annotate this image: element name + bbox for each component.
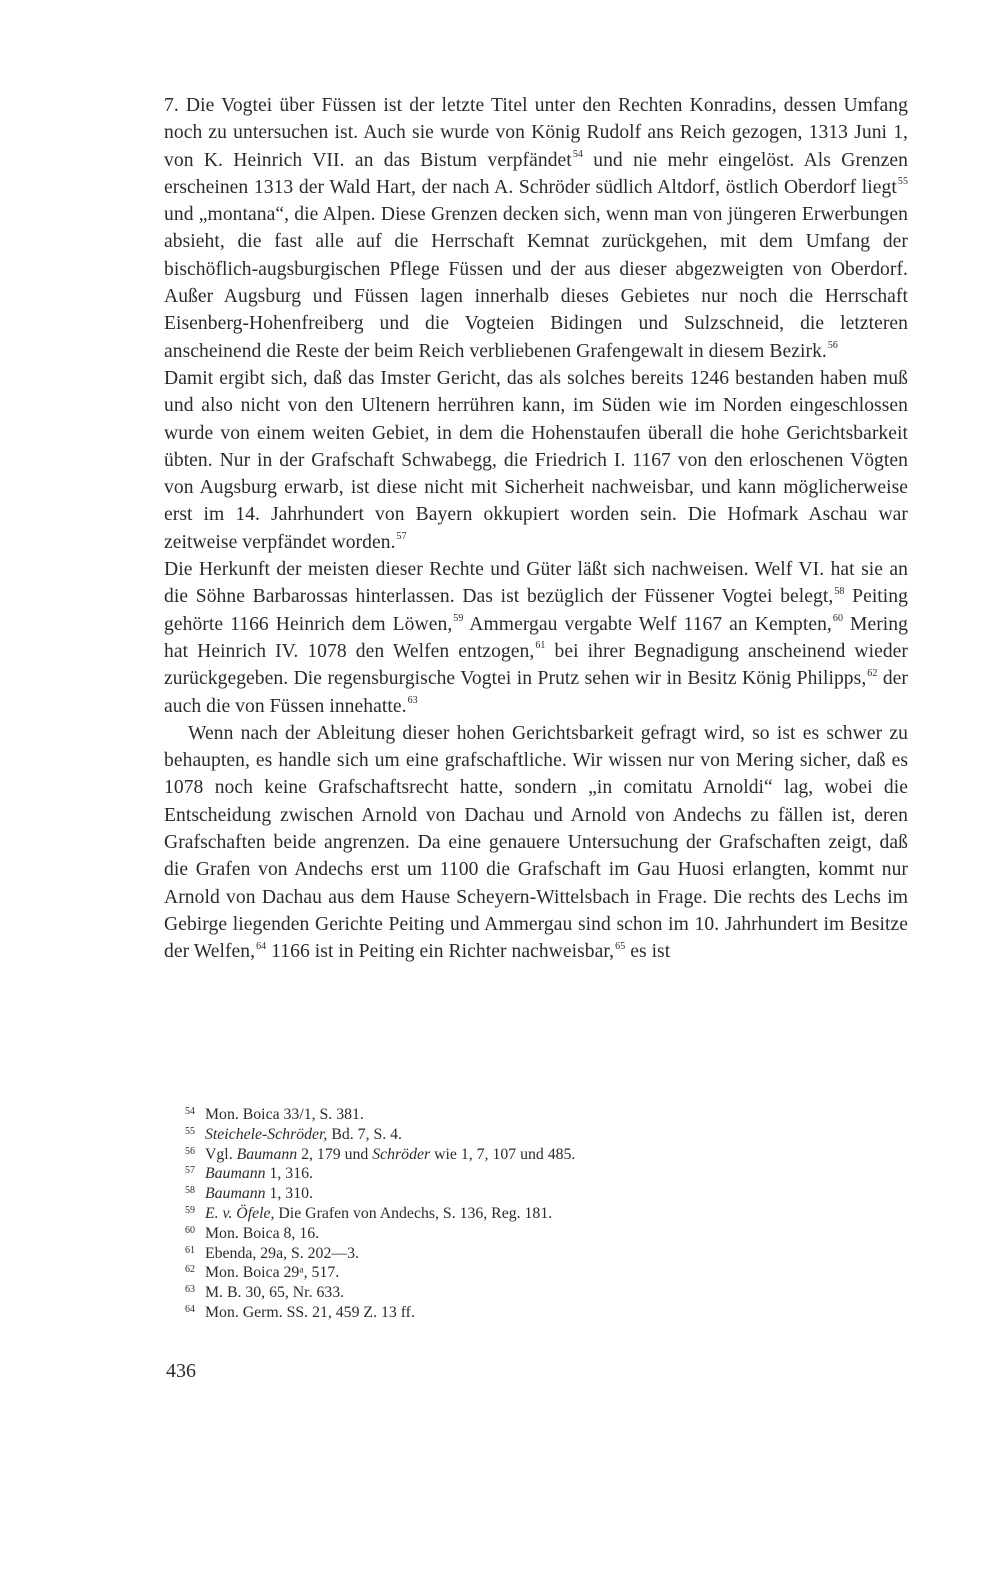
text-span: Mering hat Heinrich IV. 1078 den Welfen entzogen, xyxy=(164,613,908,662)
footnote-number: 64 xyxy=(185,1303,195,1315)
footnote-ref[interactable]: 57 xyxy=(396,531,407,543)
text-span: bei ihrer Begnadigung anscheinend wieder zurückgegeben. Die regensburgische Vogtei in Prutz sehen wir in Besitz König Philipps, xyxy=(164,640,908,690)
footnote-citation: Vgl. xyxy=(205,1145,237,1163)
text-span: Damit ergibt sich, daß das Imster Gericht, das als solches bereits 1246 bestanden haben muß und also nicht von den Ultenern herrühren kann, im Süden wie im Norden eingeschlossen wurde von einem weiten Gebiet, in dem die Hohenstaufen überall die hohe Gerichtsbarkeit übten. Nur in der Grafschaft Schwabegg, die Friedrich I. 1167 von den erloschenen Vögten von Augsburg erwarb, ist diese nicht mit Sicherheit nachweisbar, und kann möglicherweise erst im 14. Jahrhundert von Bayern okkupiert worden sein. Die Hofmark Aschau war zeitweise verpfändet worden. xyxy=(164,367,908,553)
page-content xyxy=(164,92,908,966)
footnote-ref[interactable]: 64 xyxy=(256,940,267,952)
footnote-ref[interactable]: 63 xyxy=(407,695,418,706)
footnote-ref[interactable]: 56 xyxy=(827,340,838,352)
footnote-citation: 1, 316. xyxy=(265,1165,313,1183)
footnote-number: 60 xyxy=(185,1224,195,1236)
footnote-number: 58 xyxy=(185,1185,195,1197)
footnote xyxy=(185,1204,885,1224)
paragraph xyxy=(164,92,908,365)
footnote-ref[interactable]: 59 xyxy=(453,613,464,625)
footnote-citation: Ebenda, 29a, S. 202—3. xyxy=(205,1244,359,1262)
footnote-number: 61 xyxy=(185,1244,195,1256)
footnote-number: 57 xyxy=(185,1165,195,1177)
footnote-citation: Mon. Boica 33/1, S. 381. xyxy=(205,1106,364,1123)
footnote-ref[interactable]: 58 xyxy=(834,585,845,597)
footnote xyxy=(185,1145,885,1165)
footnote-number: 63 xyxy=(185,1284,195,1296)
footnote-ref[interactable]: 65 xyxy=(615,940,626,952)
footnote xyxy=(185,1184,885,1204)
page-number: 436 xyxy=(166,1360,196,1382)
footnote-citation: 1, 310. xyxy=(265,1185,313,1203)
footnote xyxy=(185,1303,885,1323)
footnote-number: 54 xyxy=(185,1106,195,1117)
footnote-text xyxy=(205,1224,319,1244)
main-text xyxy=(164,92,908,966)
footnote-text xyxy=(205,1263,339,1283)
paragraph xyxy=(164,720,908,966)
footnote-ref[interactable]: 60 xyxy=(832,613,843,625)
text-span: 7. Die Vogtei über Füssen ist der letzte Titel unter den Rechten Konradins, dessen Umfang noch zu untersuchen ist. Auch sie wurde von König Rudolf ans Reich gezogen, 1313 Juni 1, von K. Heinrich VII. an das Bistum verpfändet xyxy=(164,95,908,171)
footnote-citation: Bd. 7, S. 4. xyxy=(327,1125,403,1143)
paragraph xyxy=(164,556,908,720)
footnote-text xyxy=(205,1244,359,1264)
footnote-text xyxy=(205,1105,364,1125)
footnote-author: Schröder xyxy=(372,1145,431,1163)
footnote xyxy=(185,1263,885,1283)
footnote-citation: Mon. Boica 29ᵃ, 517. xyxy=(205,1264,340,1282)
footnote xyxy=(185,1164,885,1184)
footnote-citation: Mon. Germ. SS. 21, 459 Z. 13 ff. xyxy=(205,1303,415,1321)
text-span: Die Herkunft der meisten dieser Rechte und Güter läßt sich nachweisen. Welf VI. hat sie an die Söhne Barbarossas hinterlassen. Das ist bezüglich der Füssener Vogtei belegt, xyxy=(164,559,908,608)
footnote-text xyxy=(205,1125,402,1145)
footnote-citation: Mon. Boica 8, 16. xyxy=(205,1224,320,1242)
footnote-ref[interactable]: 55 xyxy=(897,176,908,188)
footnote-text xyxy=(205,1164,313,1184)
footnote-number: 56 xyxy=(185,1145,195,1157)
footnote-number: 62 xyxy=(185,1264,195,1276)
text-span: es ist xyxy=(625,941,671,963)
footnote-author: Baumann xyxy=(205,1185,266,1203)
footnote-text xyxy=(205,1204,552,1224)
footnote-citation: Die Grafen von Andechs, S. 136, Reg. 181. xyxy=(274,1204,553,1222)
text-span: und „montana“, die Alpen. Diese Grenzen decken sich, wenn man von jüngeren Erwerbungen absieht, die fast alle auf die Herrschaft Kemnat zurückgehen, mit dem Umfang der bischöflich-augsburgischen Pflege Füssen und der aus dieser abgezweigten von Oberdorf. Außer Augsburg und Füssen lagen innerhalb dieses Gebietes nur noch die Herrschaft Eisenberg-Hohenfreiberg und die Vogteien Bidingen und Sulzschneid, die letzteren anscheinend die Reste der beim Reich verbliebenen Grafengewalt in diesem Bezirk. xyxy=(164,204,908,362)
footnote-author: Baumann xyxy=(236,1145,298,1163)
text-span: und nie mehr eingelöst. Als Grenzen erscheinen 1313 der Wald Hart, der nach A. Schröder südlich Altdorf, östlich Oberdorf liegt xyxy=(164,149,908,198)
text-span: Ammergau vergabte Welf 1167 an Kempten, xyxy=(463,613,832,635)
footnote-author: Steichele-Schröder, xyxy=(205,1125,328,1143)
footnote-number: 59 xyxy=(185,1204,195,1216)
text-span: 1166 ist in Peiting ein Richter nachweisbar, xyxy=(266,941,615,963)
footnote-ref[interactable]: 54 xyxy=(572,149,583,161)
paragraph xyxy=(164,365,908,556)
text-span: Wenn nach der Ableitung dieser hohen Gerichtsbarkeit gefragt wird, so ist es schwer zu behaupten, es handle sich um eine grafschaftliche. Wir wissen nur von Mering sicher, daß es 1078 noch keine Grafschaftsrecht hatte, sondern „in comitatu Arnoldi“ lag, wobei die Entscheidung zwischen Arnold von Dachau und Arnold von Andechs zu fällen ist, deren Grafschaften beide angrenzen. Da eine genauere Untersuchung der Grafschaften zeigt, daß die Grafen von Andechs erst um 1100 die Grafschaft im Gau Huosi erlangten, kommt nur Arnold von Dachau aus dem Hause Scheyern-Wittelsbach in Frage. Die rechts des Lechs im Gebirge liegenden Gerichte Peiting und Ammergau sind schon im 10. Jahrhundert im Besitze der Welfen, xyxy=(164,722,908,963)
text-span: Peiting gehörte 1166 Heinrich dem Löwen, xyxy=(164,586,908,635)
footnote xyxy=(185,1244,885,1264)
footnote-ref[interactable]: 61 xyxy=(535,640,546,652)
footnote-ref[interactable]: 62 xyxy=(867,667,878,679)
footnote xyxy=(185,1105,885,1125)
footnotes xyxy=(185,1105,885,1323)
text-span: der auch die von Füssen innehatte. xyxy=(164,668,908,717)
footnote-author: Baumann xyxy=(205,1165,266,1183)
footnote xyxy=(185,1224,885,1244)
footnote-text xyxy=(205,1283,344,1303)
footnote-citation: wie 1, 7, 107 und 485. xyxy=(430,1145,576,1163)
footnote-citation: M. B. 30, 65, Nr. 633. xyxy=(205,1284,345,1302)
footnote-text xyxy=(205,1145,575,1165)
footnote-citation: 2, 179 und xyxy=(297,1145,373,1163)
footnote xyxy=(185,1283,885,1303)
footnote-number: 55 xyxy=(185,1125,195,1137)
footnote xyxy=(185,1125,885,1145)
footnote-text xyxy=(205,1303,415,1323)
footnote-text xyxy=(205,1184,313,1204)
footnote-author: E. v. Öfele, xyxy=(205,1204,275,1222)
